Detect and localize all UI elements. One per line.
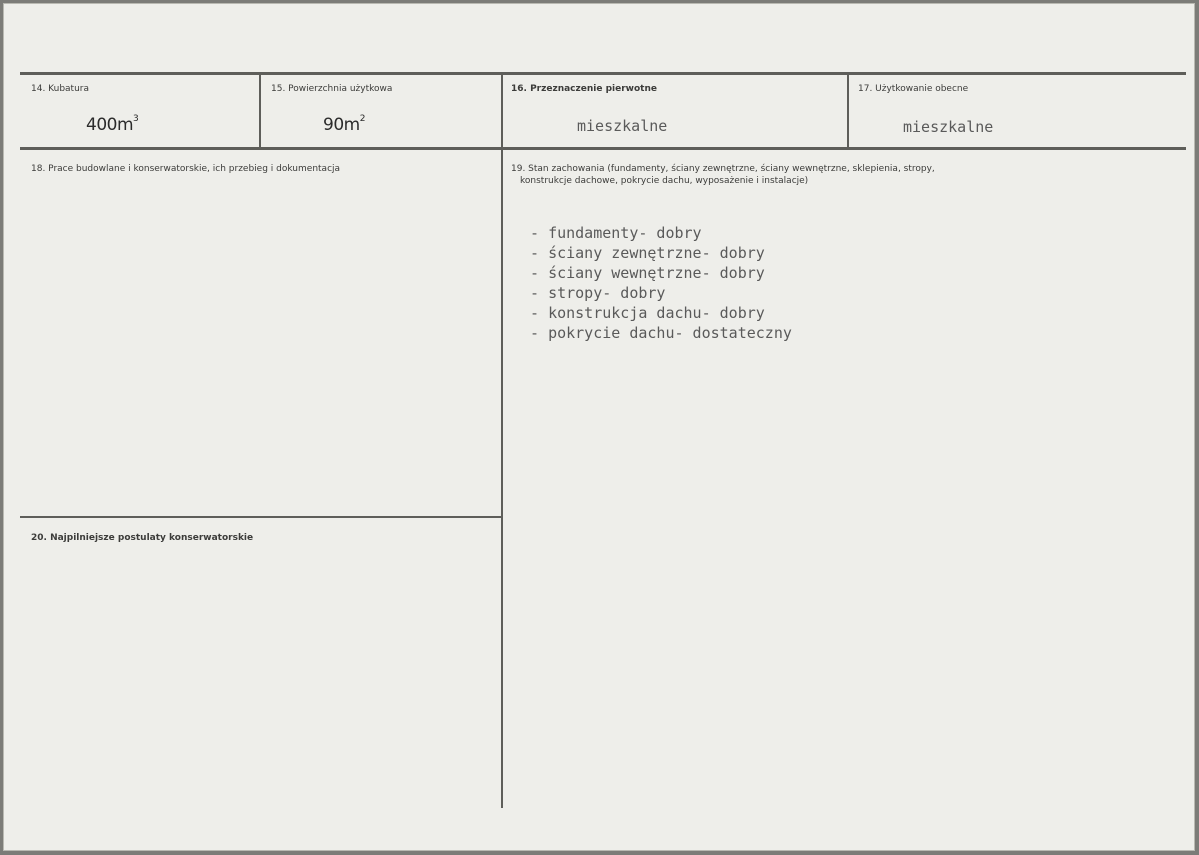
list-item: - pokrycie dachu- dostateczny [530, 323, 792, 343]
field-14-label: 14. Kubatura [31, 84, 90, 94]
list-item: - konstrukcja dachu- dobry [530, 303, 792, 323]
list-item: - ściany zewnętrzne- dobry [530, 243, 792, 263]
field-20-label: 20. Najpilniejsze postulaty konserwatorskie [31, 533, 254, 543]
field-16-value: mieszkalne [577, 117, 668, 135]
field-15-label: 15. Powierzchnia użytkowa [271, 84, 393, 94]
col-divider-3 [847, 75, 849, 148]
section-18-bottom-rule [20, 516, 501, 518]
header-row-bottom-rule [20, 147, 1186, 150]
field-19-label-line1: 19. Stan zachowania (fundamenty, ściany zewnętrzne, ściany wewnętrzne, sklepienia, stropy, [511, 164, 935, 174]
field-19-label-line2: konstrukcje dachowe, pokrycie dachu, wyposażenie i instalacje) [520, 176, 809, 186]
col-divider-2 [501, 75, 503, 808]
field-17-label: 17. Użytkowanie obecne [858, 84, 969, 94]
field-17-value: mieszkalne [903, 118, 994, 136]
condition-list [530, 223, 792, 343]
kubatura-number: 400m [86, 115, 134, 135]
kubatura-unit-exponent: 3 [133, 114, 139, 124]
field-16-label: 16. Przeznaczenie pierwotne [511, 84, 657, 94]
field-18-label: 18. Prace budowlane i konserwatorskie, ich przebieg i dokumentacja [31, 164, 341, 174]
top-rule [20, 72, 1186, 75]
field-15-value [323, 114, 365, 135]
powierzchnia-unit-exponent: 2 [359, 114, 365, 124]
field-14-value [86, 114, 138, 135]
list-item: - ściany wewnętrzne- dobry [530, 263, 792, 283]
col-divider-1 [259, 75, 261, 148]
powierzchnia-number: 90m [323, 115, 360, 135]
list-item: - stropy- dobry [530, 283, 792, 303]
list-item: - fundamenty- dobry [530, 223, 792, 243]
